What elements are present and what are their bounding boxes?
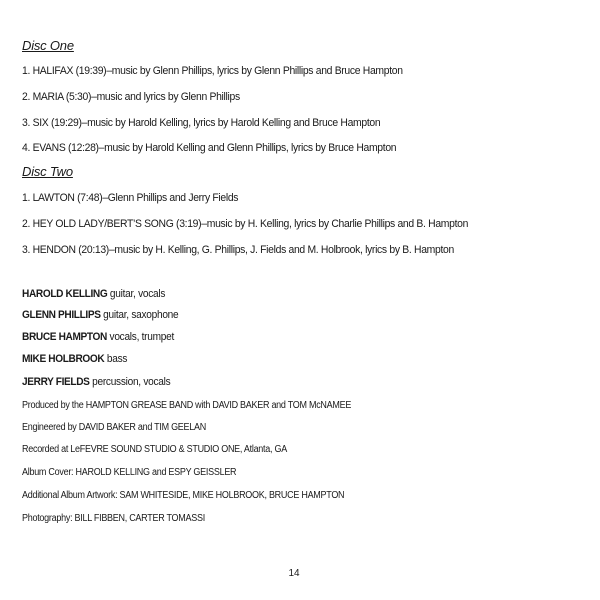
member-name: HAROLD KELLING bbox=[22, 288, 108, 300]
credit-photography: Photography: BILL FIBBEN, CARTER TOMASSI bbox=[22, 513, 205, 524]
disc-one-track-2: 2. MARIA (5:30)–music and lyrics by Glenn Phillips bbox=[22, 91, 240, 103]
disc-one-heading: Disc One bbox=[22, 38, 74, 53]
credit-produced: Produced by the HAMPTON GREASE BAND with DAVID BAKER and TOM McNAMEE bbox=[22, 400, 352, 411]
member-role: guitar, vocals bbox=[107, 288, 166, 300]
credit-album-cover: Album Cover: HAROLD KELLING and ESPY GEISSLER bbox=[22, 467, 237, 478]
member-name: BRUCE HAMPTON bbox=[22, 331, 107, 343]
member-name: MIKE HOLBROOK bbox=[22, 353, 105, 365]
member-glenn-phillips bbox=[22, 309, 178, 321]
member-harold-kelling bbox=[22, 288, 165, 300]
page-number bbox=[0, 568, 600, 579]
member-bruce-hampton bbox=[22, 331, 174, 343]
disc-one-track-3: 3. SIX (19:29)–music by Harold Kelling, lyrics by Harold Kelling and Bruce Hampton bbox=[22, 117, 381, 129]
member-name: JERRY FIELDS bbox=[22, 376, 90, 388]
member-role: guitar, saxophone bbox=[100, 309, 179, 321]
member-mike-holbrook bbox=[22, 353, 127, 365]
member-role: bass bbox=[104, 353, 128, 365]
disc-two-track-1: 1. LAWTON (7:48)–Glenn Phillips and Jerry Fields bbox=[22, 192, 239, 204]
member-role: vocals, trumpet bbox=[106, 331, 175, 343]
member-jerry-fields bbox=[22, 376, 170, 388]
credit-additional-artwork: Additional Album Artwork: SAM WHITESIDE, MIKE HOLBROOK, BRUCE HAMPTON bbox=[22, 490, 345, 501]
disc-one-track-1: 1. HALIFAX (19:39)–music by Glenn Phillips, lyrics by Glenn Phillips and Bruce Hampton bbox=[22, 65, 403, 77]
member-name: GLENN PHILLIPS bbox=[22, 309, 101, 321]
disc-two-track-3: 3. HENDON (20:13)–music by H. Kelling, G. Phillips, J. Fields and M. Holbrook, lyrics by B. Hampton bbox=[22, 244, 454, 256]
disc-one-track-4: 4. EVANS (12:28)–music by Harold Kelling and Glenn Phillips, lyrics by Bruce Hampton bbox=[22, 142, 397, 154]
credit-engineered: Engineered by DAVID BAKER and TIM GEELAN bbox=[22, 422, 206, 433]
page-number-text: 14 bbox=[288, 568, 300, 579]
disc-two-heading: Disc Two bbox=[22, 164, 73, 179]
credit-recorded: Recorded at LeFEVRE SOUND STUDIO & STUDIO ONE, Atlanta, GA bbox=[22, 444, 287, 455]
disc-two-track-2: 2. HEY OLD LADY/BERT’S SONG (3:19)–music by H. Kelling, lyrics by Charlie Phillips and B. Hampton bbox=[22, 218, 469, 230]
member-role: percussion, vocals bbox=[89, 376, 171, 388]
